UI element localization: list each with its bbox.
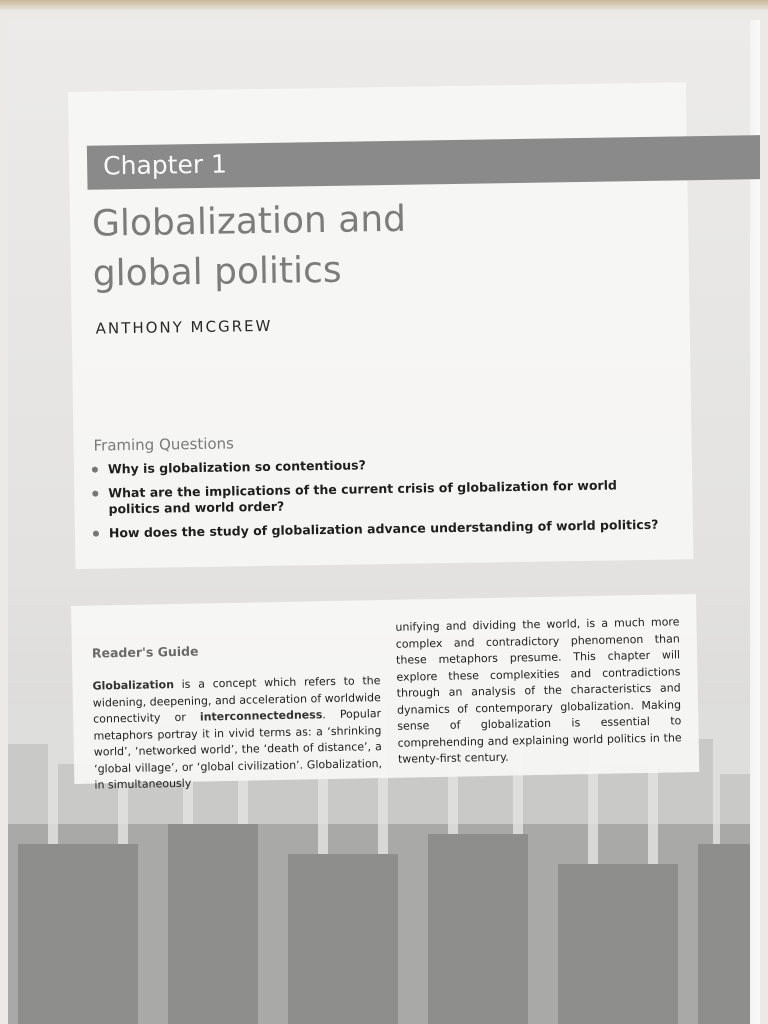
readers-guide-column-2: unifying and dividing the world, is a much more complex and contradictory phenomenon than these metaphors presume. This chapter will explore these complexities and contradictions through an analysis of the characteristics and dynamics of contemporary globalization. Making sense of globalization is essential to comprehending and explaining world politics in the twenty-first century. <box>395 615 682 766</box>
framing-questions-list <box>92 453 673 550</box>
book-page <box>8 20 760 1024</box>
readers-guide-column-1 <box>92 673 382 794</box>
framing-question-text: How does the study of globalization advance understanding of world politics? <box>108 516 659 541</box>
chapter-title-line-1: Globalization and <box>91 198 407 245</box>
term-interconnectedness: interconnectedness <box>199 708 323 724</box>
framing-question-item <box>92 477 672 518</box>
page-top-edge <box>0 0 768 10</box>
framing-question-text: What are the implications of the current crisis of globalization for world politics and world order? <box>108 477 617 517</box>
chapter-label-bar <box>87 135 760 190</box>
term-globalization: Globalization <box>92 678 175 693</box>
chapter-title <box>92 192 594 300</box>
framing-question-item <box>92 453 672 478</box>
readers-guide-heading: Reader's Guide <box>91 643 199 661</box>
bullet-icon <box>92 491 98 497</box>
readers-guide-text-a: is a concept which refers to the widening, deepening, and acceleration of worldwide connectivity or <box>92 674 381 726</box>
readers-guide-text-b: . Popular metaphors portray it in vivid terms as: a ‘shrinking world’, ‘networked world’, the ‘death of distance’, a ‘global village’, or ‘global civilization’. Globalization, in simultaneously <box>93 707 383 792</box>
framing-questions-heading: Framing Questions <box>93 434 235 455</box>
bullet-icon <box>93 531 99 537</box>
chapter-label: Chapter 1 <box>102 149 228 181</box>
framing-question-item <box>93 517 673 542</box>
author-name: ANTHONY MCGREW <box>95 316 273 338</box>
chapter-title-panel <box>68 82 693 569</box>
chapter-title-line-2: global politics <box>92 249 342 295</box>
framing-question-text: Why is globalization so contentious? <box>107 457 366 477</box>
readers-guide-panel <box>71 594 699 792</box>
bullet-icon <box>92 467 98 473</box>
